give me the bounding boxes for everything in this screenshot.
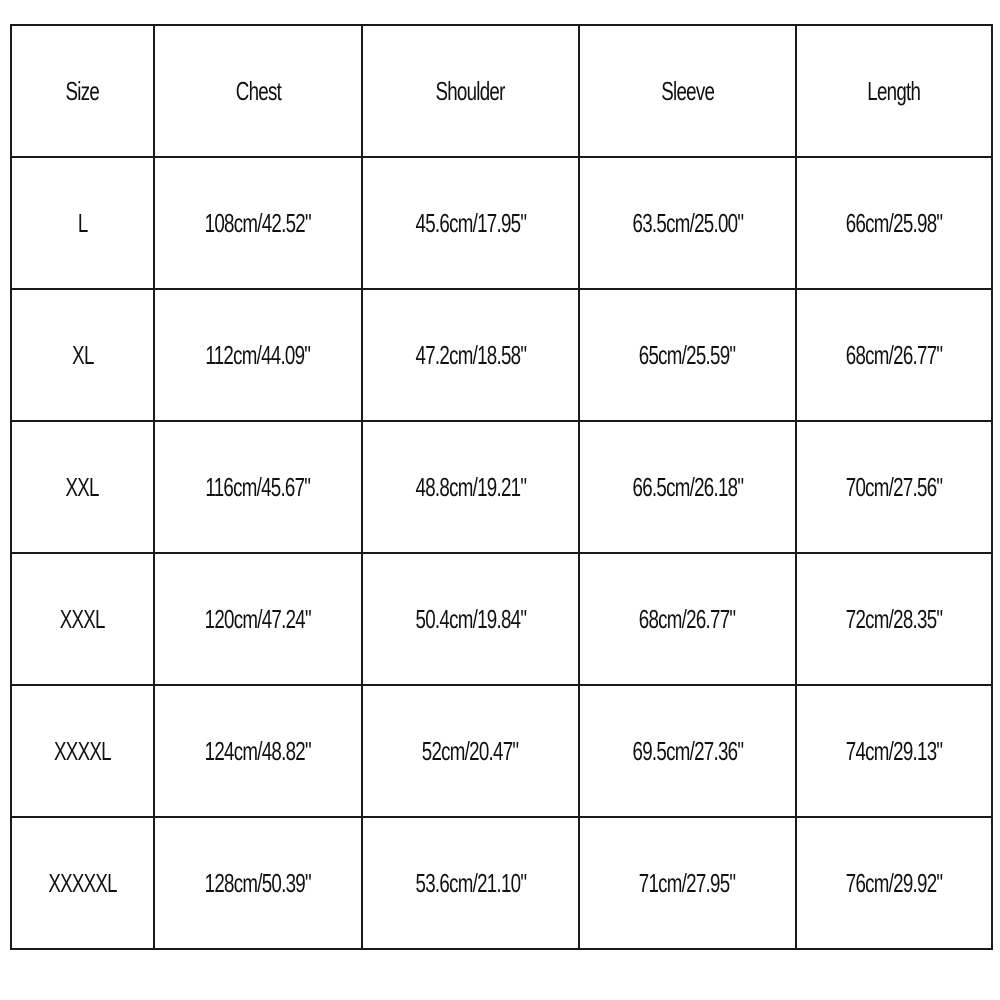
cell-sleeve: 63.5cm/25.00" [579, 157, 796, 289]
table-row [11, 685, 992, 817]
header-chest: Chest [154, 25, 362, 157]
cell-length: 76cm/29.92" [796, 817, 992, 949]
cell-shoulder: 47.2cm/18.58" [362, 289, 579, 421]
cell-length: 72cm/28.35" [796, 553, 992, 685]
cell-chest: 128cm/50.39" [154, 817, 362, 949]
table-row [11, 157, 992, 289]
cell-sleeve: 65cm/25.59" [579, 289, 796, 421]
cell-sleeve: 69.5cm/27.36" [579, 685, 796, 817]
cell-sleeve: 66.5cm/26.18" [579, 421, 796, 553]
header-row [11, 25, 992, 157]
size-chart-table [10, 24, 993, 950]
cell-length: 68cm/26.77" [796, 289, 992, 421]
table-row [11, 817, 992, 949]
cell-shoulder: 48.8cm/19.21" [362, 421, 579, 553]
cell-shoulder: 53.6cm/21.10" [362, 817, 579, 949]
table-row [11, 421, 992, 553]
table-row [11, 553, 992, 685]
cell-sleeve: 71cm/27.95" [579, 817, 796, 949]
cell-length: 74cm/29.13" [796, 685, 992, 817]
header-shoulder: Shoulder [362, 25, 579, 157]
cell-shoulder: 45.6cm/17.95" [362, 157, 579, 289]
cell-size: XXXXL [11, 685, 154, 817]
cell-size: XXXXXL [11, 817, 154, 949]
header-size: Size [11, 25, 154, 157]
table-row [11, 289, 992, 421]
header-sleeve: Sleeve [579, 25, 796, 157]
cell-shoulder: 50.4cm/19.84" [362, 553, 579, 685]
cell-chest: 116cm/45.67" [154, 421, 362, 553]
cell-size: XXL [11, 421, 154, 553]
header-length: Length [796, 25, 992, 157]
cell-shoulder: 52cm/20.47" [362, 685, 579, 817]
cell-size: L [11, 157, 154, 289]
cell-chest: 112cm/44.09" [154, 289, 362, 421]
cell-chest: 120cm/47.24" [154, 553, 362, 685]
cell-sleeve: 68cm/26.77" [579, 553, 796, 685]
cell-chest: 124cm/48.82" [154, 685, 362, 817]
cell-size: XL [11, 289, 154, 421]
cell-chest: 108cm/42.52" [154, 157, 362, 289]
cell-length: 66cm/25.98" [796, 157, 992, 289]
cell-length: 70cm/27.56" [796, 421, 992, 553]
cell-size: XXXL [11, 553, 154, 685]
